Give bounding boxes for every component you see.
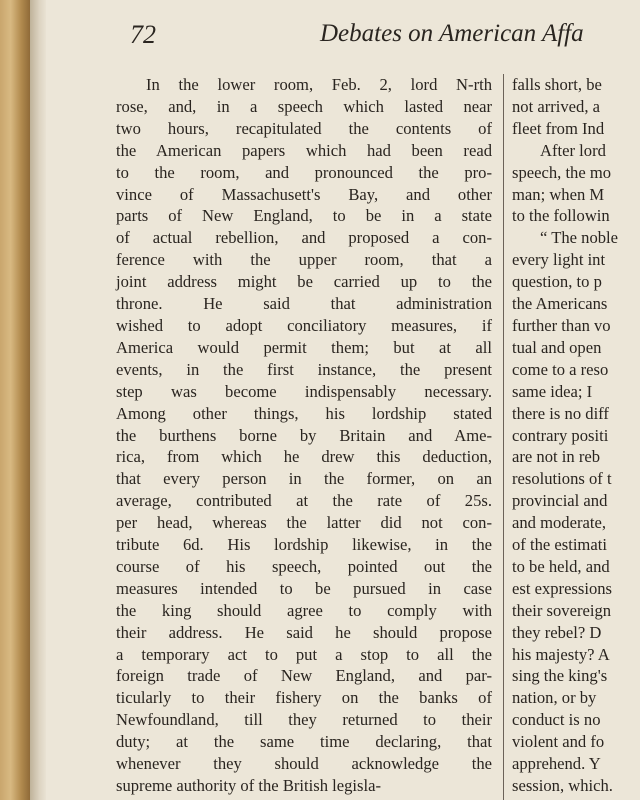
text-line: throne. He said that administration [116,294,492,314]
text-line: fleet from Ind [512,118,605,138]
text-line: the king should agree to comply with [116,600,492,620]
text-line: to be held, and [512,556,610,576]
text-line: come to a reso [512,359,609,379]
text-line: further than vo [512,315,611,335]
text-line: the Americans [512,294,608,314]
text-line: rica, from which he drew this deduction, [116,447,492,467]
text-line: question, to p [512,272,602,292]
column-divider [503,74,504,800]
text-line: est expressions [512,578,613,598]
text-line: step was become indispensably necessary. [116,381,492,401]
text-line: falls short, be [512,75,602,94]
text-line: “ The noble [540,228,619,248]
text-line: America would permit them; but at all [116,337,492,357]
page-gutter [30,0,46,800]
text-line: and moderate, [512,513,606,533]
text-line: ference with the upper room, that a [116,250,492,270]
text-line: his majesty? A [512,644,610,664]
text-line: average, contributed at the rate of 25s. [116,491,492,511]
text-line: Newfoundland, till they returned to their [116,710,492,730]
text-line: of actual rebellion, and proposed a con- [116,228,492,248]
text-line: contrary positi [512,425,609,445]
text-line: the burthens borne by Britain and Ame- [116,425,492,445]
text-line: vince of Massachusett's Bay, and other [116,184,492,204]
text-line: to the room, and pronounced the pro- [116,162,492,182]
text-line: their sovereign [512,600,612,620]
text-line: ticularly to their fishery on the banks of [116,688,492,708]
text-line: measures intended to be pursued in case [116,578,492,598]
text-line: of the estimati [512,535,607,555]
text-line: the American papers which had been read [116,140,492,160]
text-line: speech, the mo [512,162,612,182]
text-line: session, which. [512,776,613,795]
text-line: their address. He said he should propose [116,622,492,642]
text-line: resolutions of t [512,469,612,489]
text-line: supreme authority of the British legisla- [116,776,381,795]
text-line: apprehend. Y [512,754,601,774]
text-line: wished to adopt conciliatory measures, if [116,315,492,335]
text-line: conduct is no [512,710,601,730]
book-binding [0,0,30,800]
text-line: to the followin [512,206,610,226]
running-title: Debates on American Affa [320,20,584,47]
text-line: that every person in the former, on an [116,469,492,489]
text-line: man; when M [512,184,605,204]
document-page [46,0,640,800]
page-header [46,16,640,60]
text-line: joint address might be carried up to the [116,272,492,292]
text-line: course of his speech, pointed out the [116,556,492,576]
text-line: duty; at the same time declaring, that [116,732,492,752]
text-line: rose, and, in a speech which lasted near [116,96,492,116]
text-line: every light int [512,250,606,270]
right-text-column [512,74,640,800]
text-line: there is no diff [512,403,609,423]
text-line: same idea; I [512,381,593,401]
text-line: parts of New England, to be in a state [116,206,492,226]
text-line: Among other things, his lordship stated [116,403,492,423]
left-text-column [116,74,492,797]
text-line: sing the king's [512,666,608,686]
text-line: they rebel? D [512,622,602,642]
text-line: are not in reb [512,447,601,467]
page-number: 72 [130,20,156,49]
text-line: per head, whereas the latter did not con- [116,513,492,533]
text-line: tual and open [512,337,602,357]
text-line: tribute 6d. His lordship likewise, in the [116,535,492,555]
text-line: a temporary act to put a stop to all the [116,644,492,664]
text-line: not arrived, a [512,96,601,116]
text-line: whenever they should acknowledge the [116,754,492,774]
text-line: provincial and [512,491,608,511]
text-line: In the lower room, Feb. 2, lord N-rth [146,75,492,94]
text-line: events, in the first instance, the present [116,359,492,379]
text-line: After lord [540,140,606,160]
text-line: nation, or by [512,688,597,708]
text-line: two hours, recapitulated the contents of [116,118,492,138]
text-line: foreign trade of New England, and par- [116,666,492,686]
text-line: violent and fo [512,732,605,752]
